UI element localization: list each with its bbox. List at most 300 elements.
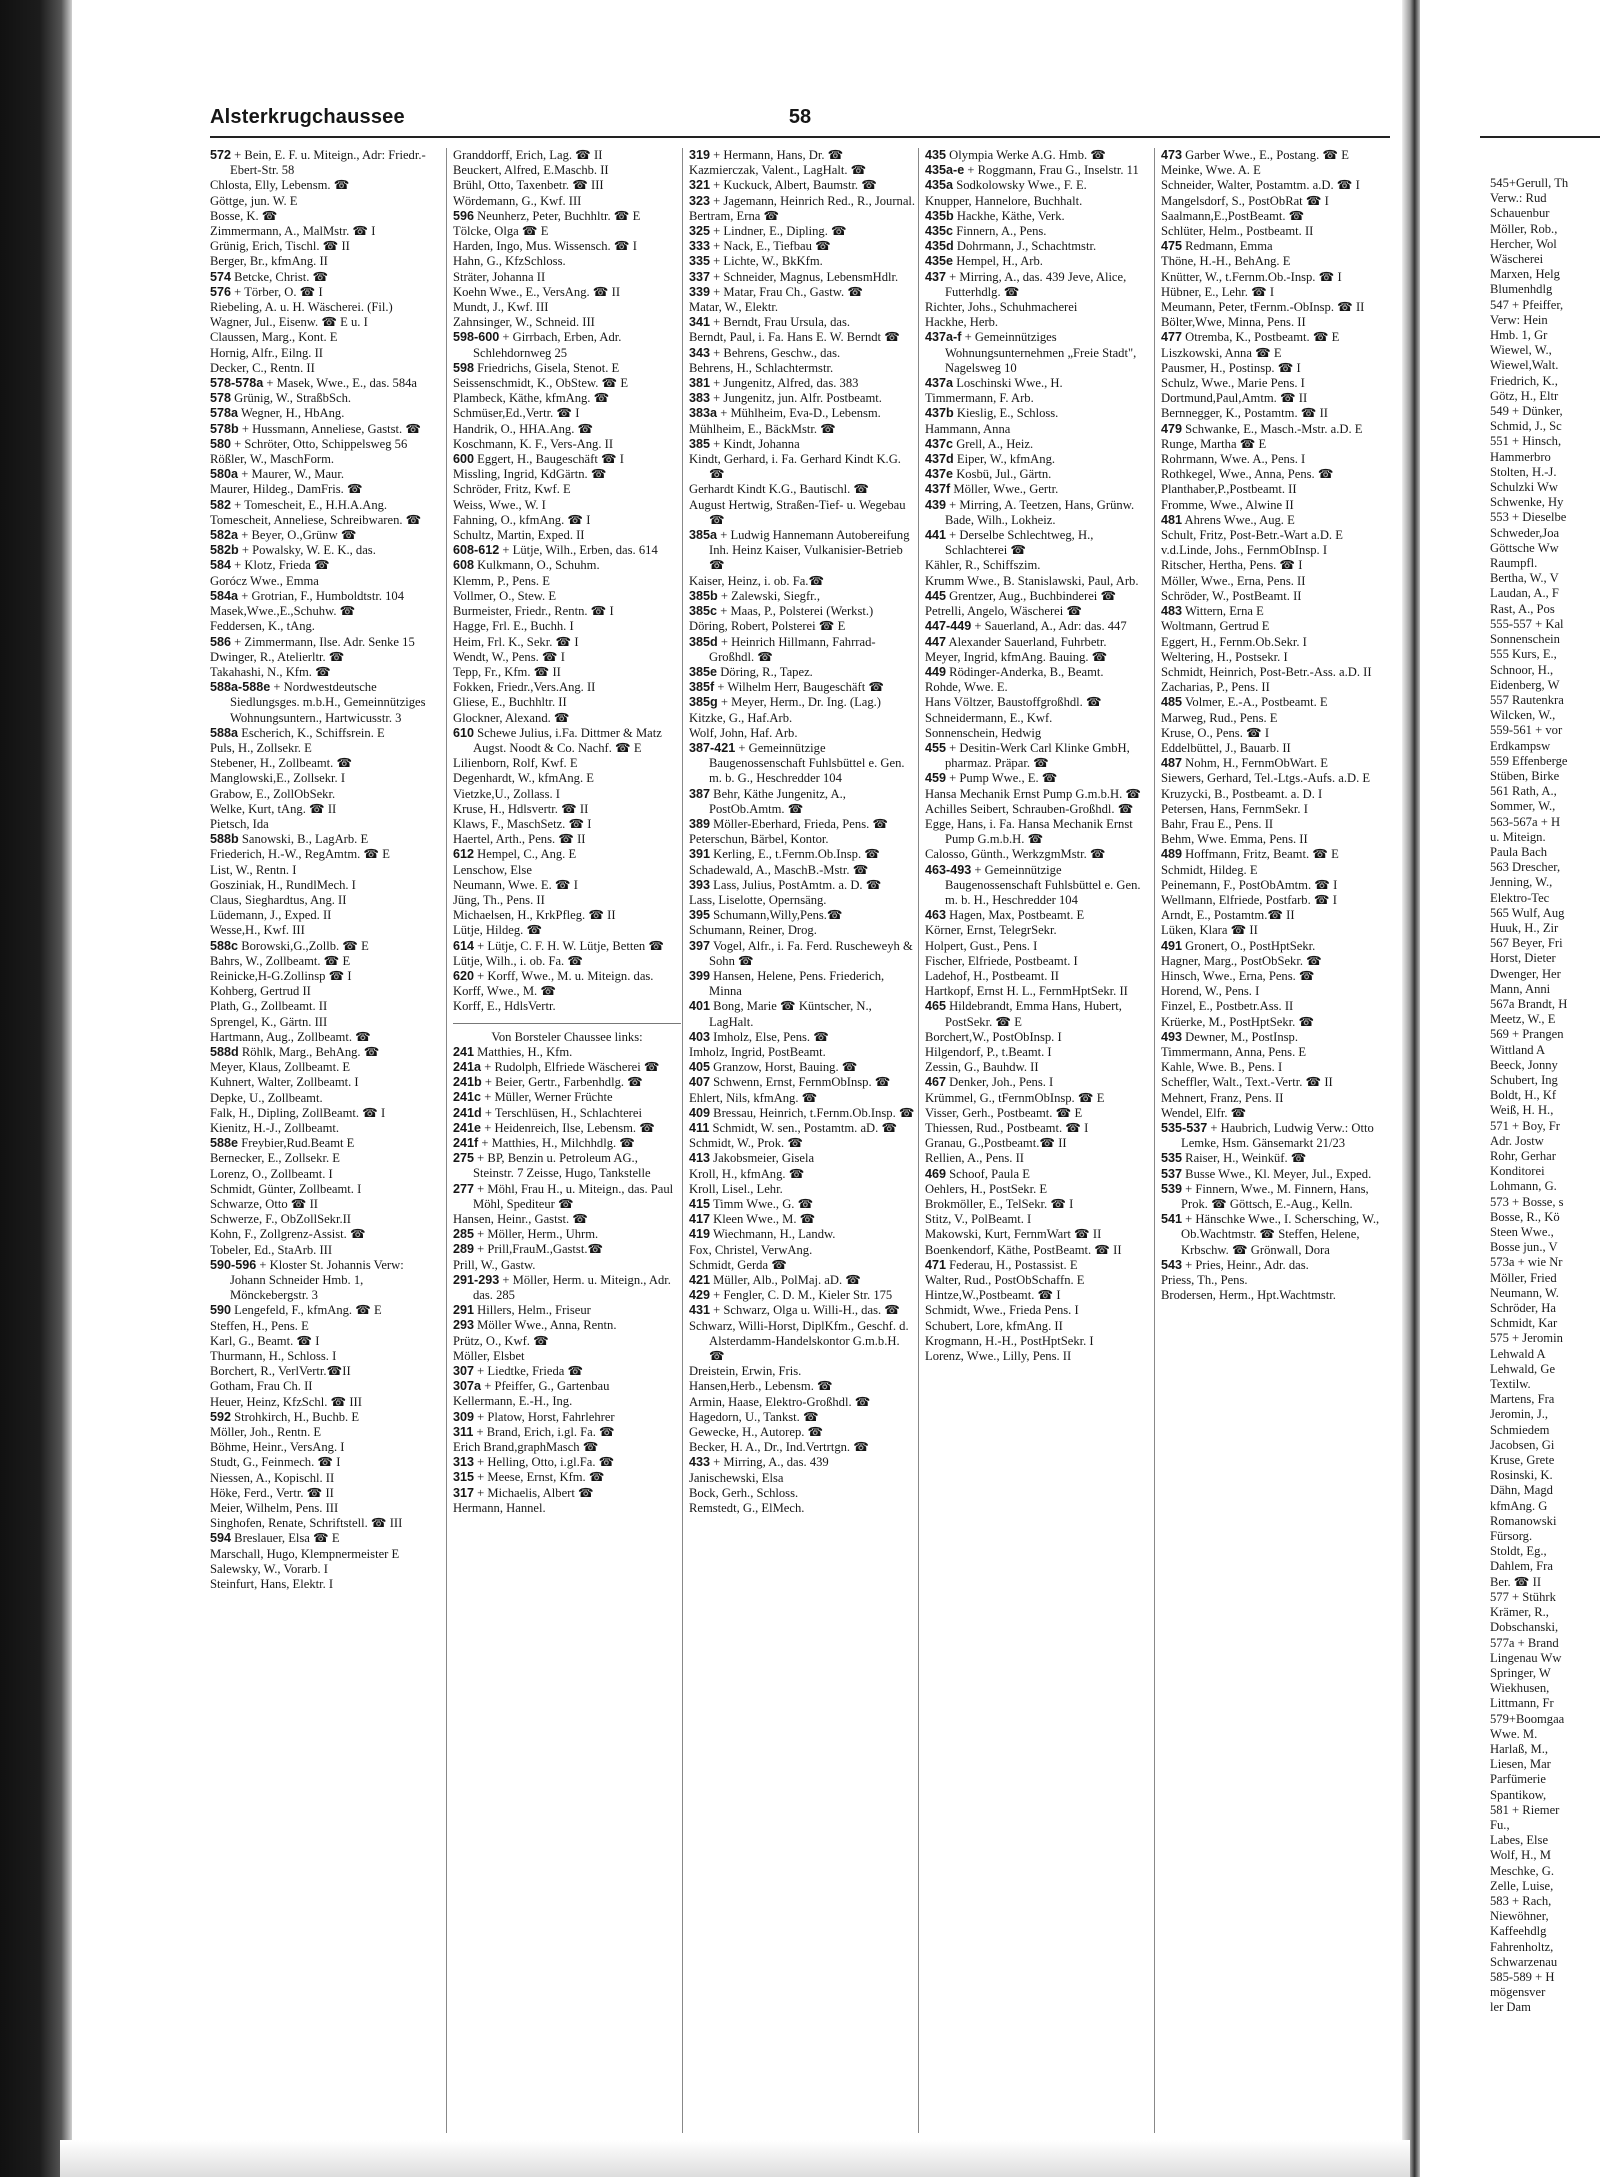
entry-text: Bosse, K. ☎: [210, 208, 278, 223]
directory-entry: [925, 300, 1153, 315]
entry-text: Busse Wwe., Kl. Meyer, Jul., Exped.: [1185, 1166, 1372, 1181]
entry-text: Schwarze, Otto ☎ II: [210, 1197, 319, 1212]
house-number: 341: [689, 315, 711, 330]
directory-entry: [1161, 680, 1389, 695]
entry-text: Krümmel, G., tFernmObInsp. ☎ E: [925, 1090, 1105, 1105]
entry-text: Tepp, Fr., Kfm. ☎ II: [453, 664, 561, 679]
entry-text: Behrens, H., Schlachtermstr.: [689, 360, 834, 375]
entry-text: Rohrmann, Wwe. A., Pens. I: [1161, 452, 1306, 467]
directory-entry: [453, 1045, 681, 1060]
directory-columns: [210, 148, 1390, 2133]
directory-entry: [689, 1212, 917, 1227]
entry-text: Friedrichs, Gisela, Stenot. E: [477, 360, 620, 375]
directory-entry: [689, 1030, 917, 1045]
entry-text: Richter, Johs., Schuhmacherei: [925, 300, 1078, 315]
directory-entry: [210, 178, 438, 193]
directory-entry: [1161, 330, 1389, 345]
entry-text: Kroll, Lisel., Lehr.: [689, 1181, 783, 1196]
facing-page-line: Beeck, Jonny: [1490, 1057, 1558, 1072]
directory-entry: [689, 254, 917, 269]
entry-text: Gewecke, H., Autorep. ☎: [689, 1425, 824, 1440]
directory-entry: [1161, 1121, 1389, 1151]
house-number: 311: [453, 1424, 474, 1439]
house-number: 608: [453, 558, 475, 573]
entry-text: Möller, Elsbet: [453, 1348, 525, 1363]
facing-page-line: Dobschanski,: [1490, 1620, 1559, 1635]
entry-text: Krüerke, M., PostHptSekr. ☎: [1161, 1014, 1315, 1029]
entry-text: Hackhe, Herb.: [925, 315, 999, 330]
facing-page-line: Neumann, W.: [1490, 1285, 1559, 1300]
directory-entry: [925, 148, 1153, 163]
facing-page-line: Jenning, W.,: [1490, 875, 1553, 890]
directory-entry: [689, 1121, 917, 1136]
entry-text: Stitz, V., PolBeamt. I: [925, 1212, 1032, 1227]
directory-entry: [689, 832, 917, 847]
entry-text: Meyer, Klaus, Zollbeamt. E: [210, 1060, 351, 1075]
directory-entry: [453, 650, 681, 665]
directory-entry: [689, 1151, 917, 1166]
entry-text: Janischewski, Elsa: [689, 1470, 784, 1485]
directory-entry: [453, 665, 681, 680]
directory-entry: [453, 1106, 681, 1121]
entry-text: Redmann, Emma: [1185, 239, 1273, 254]
directory-entry: [210, 361, 438, 376]
entry-text: Kazmierczak, Valent., LagHalt. ☎: [689, 163, 867, 178]
house-number: 485: [1161, 695, 1183, 710]
entry-text: Rothkegel, Wwe., Anna, Pens. ☎: [1161, 467, 1334, 482]
entry-text: + Möhl, Frau H., u. Miteign., das. Paul Möhl, Spediteur ☎: [473, 1181, 674, 1211]
house-number: 387: [689, 786, 711, 801]
entry-text: Hansen,Herb., Lebensm. ☎: [689, 1379, 833, 1394]
entry-text: Strohkirch, H., Buchb. E: [234, 1409, 360, 1424]
directory-entry: [925, 635, 1153, 650]
entry-text: Thöne, H.-H., BehAng. E: [1161, 254, 1291, 269]
house-number: 471: [925, 1257, 947, 1272]
entry-text: Chlosta, Elly, Lebensm. ☎: [210, 178, 350, 193]
directory-entry: [925, 1045, 1153, 1060]
entry-text: Möller, Wwe., Gertr.: [953, 482, 1059, 497]
entry-text: Hagen, Max, Postbeamt. E: [949, 908, 1085, 923]
directory-entry: [453, 1440, 681, 1455]
facing-page-line: 571 + Boy, Fr: [1490, 1118, 1560, 1133]
directory-entry: [689, 1425, 917, 1440]
entry-text: Dreistein, Erwin, Fris.: [689, 1364, 802, 1379]
entry-text: Volmer, E.-A., Postbeamt. E: [1184, 695, 1328, 710]
directory-entry: [925, 1106, 1153, 1121]
entry-text: + Rudolph, Elfriede Wäscherei ☎: [484, 1059, 660, 1074]
directory-entry: [210, 1349, 438, 1364]
house-number: 403: [689, 1029, 711, 1044]
entry-text: Kohberg, Gertrud II: [210, 984, 311, 999]
directory-entry: [210, 528, 438, 543]
entry-text: Hagedorn, U., Tankst. ☎: [689, 1409, 819, 1424]
house-number: 608-612: [453, 543, 500, 558]
directory-entry: [453, 1060, 681, 1075]
facing-page-line: Wiewel,Walt.: [1490, 358, 1559, 373]
entry-text: + Kloster St. Johannis Verw: Johann Schneider Hmb. 1, Mönckebergstr. 3: [230, 1257, 404, 1303]
entry-text: Bernecker, E., Zollsekr. E: [210, 1151, 340, 1166]
house-number: 385c: [689, 604, 718, 619]
entry-text: + Nordwestdeutsche Siedlungsges. m.b.H., Gemeinnütziges Wohnungsuntern., Hartwicusstr. 3: [230, 680, 426, 725]
directory-entry: [453, 1242, 681, 1257]
entry-text: + Maas, P., Polsterei (Werkst.): [720, 604, 874, 619]
entry-text: Döring, Robert, Polsterei ☎ E: [689, 619, 846, 634]
entry-text: Glockner, Alexand. ☎: [453, 710, 570, 725]
directory-entry: [210, 1091, 438, 1106]
house-number: 467: [925, 1075, 947, 1090]
directory-entry: [689, 695, 917, 710]
directory-entry: [925, 741, 1153, 771]
directory-entry: [1161, 1091, 1389, 1106]
entry-text: + Helling, Otto, i.gl.Fa. ☎: [477, 1455, 615, 1470]
directory-entry: [925, 711, 1153, 726]
directory-entry: [210, 1212, 438, 1227]
facing-page-line: 547 + Pfeiffer,: [1490, 297, 1564, 312]
directory-entry: [1161, 482, 1389, 497]
entry-text: Schneider, Walter, Postamtm. a.D. ☎ I: [1161, 178, 1360, 193]
directory-entry: [1161, 315, 1389, 330]
entry-text: Depke, U., Zollbeamt.: [210, 1090, 323, 1105]
house-number: 588b: [210, 832, 239, 847]
entry-text: Granddorff, Erich, Lag. ☎ II: [453, 148, 603, 162]
entry-text: Decker, C., Rentn. II: [210, 360, 315, 375]
house-number: 241d: [453, 1105, 482, 1120]
entry-text: Schubert, Lore, kfmAng. II: [925, 1318, 1063, 1333]
directory-entry: [689, 847, 917, 862]
entry-text: Lütje, Hildeg. ☎: [453, 923, 543, 938]
entry-text: Koehn Wwe., E., VersAng. ☎ II: [453, 284, 621, 299]
entry-text: + Lütje, Wilh., Erben, das. 614: [502, 543, 658, 558]
directory-entry: [453, 619, 681, 634]
directory-entry: [210, 847, 438, 862]
facing-page-line: 557 Rautenkra: [1490, 692, 1564, 707]
directory-entry: [210, 1151, 438, 1166]
facing-page-line: Lingenau Ww: [1490, 1650, 1562, 1665]
directory-entry: [689, 1273, 917, 1288]
facing-page-line: Stoldt, Eg.,: [1490, 1544, 1547, 1559]
house-number: 475: [1161, 239, 1183, 254]
directory-entry: [689, 437, 917, 452]
directory-entry: [453, 984, 681, 999]
house-number: 600: [453, 452, 475, 467]
entry-text: Eggert, H., Baugeschäft ☎ I: [477, 452, 624, 467]
entry-text: Zessin, G., Bauhdw. II: [925, 1060, 1039, 1075]
house-number: 421: [689, 1273, 711, 1288]
entry-text: Lass, Liselotte, Opernsäng.: [689, 892, 827, 907]
entry-text: Marschall, Hugo, Klempnermeister E: [210, 1546, 400, 1561]
directory-entry: [210, 209, 438, 224]
entry-text: Hempel, H., Arb.: [956, 254, 1043, 269]
directory-entry: [210, 1379, 438, 1394]
entry-text: Schumann, Reiner, Drog.: [689, 923, 817, 938]
directory-entry: [925, 984, 1153, 999]
facing-page-line: 567 Beyer, Fri: [1490, 936, 1563, 951]
house-number: 389: [689, 816, 711, 831]
entry-text: Becker, H. A., Dr., Ind.Vertrtgn. ☎: [689, 1440, 869, 1455]
house-number: 598: [453, 360, 475, 375]
entry-text: + Müller, Werner Früchte: [484, 1090, 613, 1105]
entry-text: + Lichte, W., BkKfm.: [713, 254, 823, 269]
entry-text: + Ludwig Hannemann Autobereifung Inh. Heinz Kaiser, Vulkanisier-Betrieb ☎: [709, 528, 910, 573]
facing-page-line: Meetz, W., E: [1490, 1012, 1556, 1027]
directory-entry: [210, 270, 438, 285]
directory-entry: [925, 482, 1153, 497]
directory-entry: [689, 923, 917, 938]
directory-entry: [689, 893, 917, 908]
directory-entry: [1161, 1212, 1389, 1258]
entry-text: Calosso, Günth., WerkzgmMstr. ☎: [925, 847, 1106, 862]
directory-entry: [453, 467, 681, 482]
house-number: 325: [689, 224, 711, 239]
entry-text: Gosziniak, H., RundlMech. I: [210, 877, 356, 892]
directory-entry: [1161, 270, 1389, 285]
house-number: 289: [453, 1242, 475, 1257]
facing-page-line: Ber. ☎ II: [1490, 1574, 1542, 1589]
entry-text: + Mirring, A., das. 439: [713, 1455, 829, 1470]
facing-page-line: Spantikow,: [1490, 1787, 1547, 1802]
entry-text: Schadewald, A., MaschB.-Mstr. ☎: [689, 862, 869, 877]
entry-text: Brühl, Otto, Taxenbetr. ☎ III: [453, 178, 604, 193]
directory-entry: [210, 1486, 438, 1501]
directory-entry: [210, 285, 438, 300]
entry-text: Schultz, Martin, Exped. II: [453, 528, 585, 543]
directory-entry: [453, 1470, 681, 1485]
directory-entry: [210, 1516, 438, 1531]
directory-entry: [210, 893, 438, 908]
facing-page-line: 555-557 + Kal: [1490, 616, 1564, 631]
facing-page-line: 585-589 + H: [1490, 1969, 1555, 1984]
house-number: 481: [1161, 512, 1183, 527]
entry-text: Seissenschmidt, K., ObStew. ☎ E: [453, 376, 629, 391]
directory-entry: [925, 1136, 1153, 1151]
entry-text: Raiser, H., Weinküf. ☎: [1185, 1151, 1307, 1166]
entry-text: + Wilhelm Herr, Baugeschäft ☎: [717, 680, 885, 695]
entry-text: + Hänschke Wwe., I. Schersching, W., Ob.Wachtmstr. ☎ Steffen, Helene, Krbschw. ☎ Grönwall, Dora: [1181, 1212, 1380, 1257]
directory-entry: [925, 1060, 1153, 1075]
facing-page-line: Mann, Anni: [1490, 981, 1551, 996]
house-number: 241a: [453, 1059, 482, 1074]
directory-entry: [453, 1410, 681, 1425]
directory-entry: [689, 148, 917, 163]
directory-entry: [210, 756, 438, 771]
directory-entry: [925, 270, 1153, 300]
directory-entry: [1161, 163, 1389, 178]
page-bottom-shade: [60, 2140, 1410, 2177]
entry-text: + Möller, Herm. u. Miteign., Adr. das. 285: [473, 1272, 671, 1303]
directory-entry: [689, 1395, 917, 1410]
directory-entry: [210, 863, 438, 878]
facing-page-line: Konditorei: [1490, 1164, 1545, 1179]
directory-entry: [925, 1075, 1153, 1090]
directory-entry: [453, 711, 681, 726]
house-number: 590: [210, 1303, 232, 1318]
house-number: 465: [925, 999, 947, 1014]
entry-text: Lütje, Wilh., i. ob. Fa. ☎: [453, 953, 584, 968]
directory-entry: [453, 939, 681, 954]
entry-text: Salewsky, W., Vorarb. I: [210, 1561, 329, 1576]
directory-entry: [925, 619, 1153, 634]
directory-entry: [925, 574, 1153, 589]
directory-entry: [689, 817, 917, 832]
entry-text: Takahashi, N., Kfm. ☎: [210, 664, 331, 679]
facing-page-line: Labes, Else: [1490, 1833, 1549, 1848]
directory-entry: [453, 1394, 681, 1409]
house-number: 435: [925, 148, 947, 162]
directory-entry: [689, 1303, 917, 1318]
facing-page-line: Bosse, R., Kö: [1490, 1209, 1560, 1224]
entry-text: + Meyer, Herm., Dr. Ing. (Lag.): [720, 695, 881, 710]
house-number: 463-493: [925, 862, 972, 877]
house-number: 590-596: [210, 1257, 257, 1272]
house-number: 383a: [689, 406, 718, 421]
entry-text: Timmermann, F. Arb.: [925, 391, 1034, 406]
directory-entry: [453, 954, 681, 969]
entry-text: Friederich, H.-W., RegAmtm. ☎ E: [210, 847, 390, 862]
facing-page-line: Göttsche Ww: [1490, 540, 1559, 555]
house-number: 333: [689, 239, 711, 254]
directory-entry: [453, 604, 681, 619]
house-number: 489: [1161, 847, 1183, 862]
entry-text: Achilles Seibert, Schrauben-Großhdl. ☎: [925, 801, 1134, 816]
entry-text: Lüken, Klara ☎ II: [1161, 923, 1258, 938]
entry-text: Ritscher, Hertha, Pens. ☎ I: [1161, 558, 1303, 573]
house-number: 578b: [210, 421, 239, 436]
entry-text: Klaws, F., MaschSetz. ☎ I: [453, 816, 592, 831]
directory-entry: [689, 635, 917, 665]
directory-entry: [925, 589, 1153, 604]
entry-text: Brodersen, Herm., Hpt.Wachtmstr.: [1161, 1288, 1336, 1303]
entry-text: Mühlheim, E., BäckMstr. ☎: [689, 421, 836, 436]
facing-page-line: Elektro-Tec: [1490, 890, 1550, 905]
directory-entry: [1161, 528, 1389, 543]
house-number: 586: [210, 634, 232, 649]
directory-entry: [925, 239, 1153, 254]
directory-entry: [1161, 1182, 1389, 1212]
entry-text: Welke, Kurt, tAng. ☎ II: [210, 801, 337, 816]
facing-page-line: 551 + Hinsch,: [1490, 434, 1562, 449]
entry-text: + Beyer, O.,Grünw ☎: [241, 528, 357, 543]
directory-entry: [925, 863, 1153, 909]
facing-page-line: Schulzki Ww: [1490, 480, 1558, 495]
entry-text: Timm Wwe., G. ☎: [712, 1197, 814, 1212]
directory-entry: [210, 1106, 438, 1121]
house-number: 387-421: [689, 740, 736, 755]
house-number: 417: [689, 1212, 711, 1227]
directory-entry: [453, 999, 681, 1014]
directory-entry: [1161, 346, 1389, 361]
house-number: 385a: [689, 528, 718, 543]
house-number: 435e: [925, 254, 954, 269]
facing-page-line: Romanowski: [1490, 1513, 1557, 1528]
house-number: 437a: [925, 376, 954, 391]
entry-text: Marweg, Rud., Pens. E: [1161, 710, 1278, 725]
entry-text: + Pries, Heinr., Adr. das.: [1185, 1257, 1309, 1272]
facing-page-line: Jacobsen, Gi: [1490, 1437, 1555, 1452]
facing-page-line: Wiewel, W.,: [1490, 343, 1552, 358]
directory-entry: [1161, 787, 1389, 802]
directory-entry: [1161, 1015, 1389, 1030]
entry-text: Lilienborn, Rolf, Kwf. E: [453, 756, 578, 771]
directory-entry: [453, 574, 681, 589]
directory-entry: [210, 726, 438, 741]
directory-entry: [210, 148, 438, 178]
house-number: 572: [210, 148, 232, 162]
entry-text: Priess, Th., Pens.: [1161, 1273, 1248, 1288]
directory-entry: [689, 1075, 917, 1090]
entry-text: Hempel, C., Ang. E: [477, 847, 577, 862]
entry-text: Körner, Ernst, TelegrSekr.: [925, 923, 1057, 938]
entry-text: + Zalewski, Siegfr.,: [720, 588, 820, 603]
house-number: 385e: [689, 664, 718, 679]
directory-entry: [689, 1243, 917, 1258]
house-number: 429: [689, 1288, 711, 1303]
entry-text: Wittern, Erna E: [1184, 604, 1264, 619]
entry-text: Horend, W., Pens. I: [1161, 984, 1260, 999]
entry-text: Borchert, R., VerlVertr.☎II: [210, 1364, 351, 1379]
directory-entry: [210, 1501, 438, 1516]
entry-text: + Bein, E. F. u. Miteign., Adr: Friedr.-Ebert-Str. 58: [230, 148, 426, 178]
entry-text: Burmeister, Friedr., Rentn. ☎ I: [453, 604, 614, 619]
directory-entry: [210, 543, 438, 558]
directory-entry: [453, 802, 681, 817]
directory-entry: [689, 619, 917, 634]
entry-text: Peterschun, Bärbel, Kontor.: [689, 832, 829, 847]
entry-text: Zahnsinger, W., Schneid. III: [453, 315, 595, 330]
entry-text: Kosbü, Jul., Gärtn.: [956, 467, 1052, 482]
entry-text: Grabow, E., ZollObSekr.: [210, 786, 336, 801]
entry-text: Schmüser,Ed.,Vertr. ☎ I: [453, 406, 580, 421]
entry-text: + Derselbe Schlechtweg, H., Schlachterei ☎: [945, 528, 1094, 558]
entry-text: Arndt, E., Postamtm.☎ II: [1161, 908, 1295, 923]
entry-text: Hackhe, Käthe, Verk.: [956, 208, 1065, 223]
directory-entry: [210, 741, 438, 756]
facing-page-line: Lehwald, Ge: [1490, 1361, 1556, 1376]
entry-text: Eggert, H., Fernm.Ob.Sekr. I: [1161, 634, 1307, 649]
house-number: 479: [1161, 421, 1183, 436]
directory-entry: [925, 954, 1153, 969]
house-number: 385: [689, 436, 711, 451]
facing-page-line: Steen Wwe.,: [1490, 1225, 1554, 1240]
facing-page-line: 569 + Prangen: [1490, 1027, 1564, 1042]
directory-entry: [1161, 1045, 1389, 1060]
directory-entry: [1161, 452, 1389, 467]
directory-entry: [1161, 467, 1389, 482]
directory-entry: [210, 999, 438, 1014]
directory-entry: [210, 1410, 438, 1425]
entry-text: Kerling, E., t.Fernm.Ob.Insp. ☎: [713, 847, 880, 862]
directory-entry: [925, 558, 1153, 573]
facing-page-line: 553 + Dieselbe: [1490, 510, 1567, 525]
entry-text: Haertel, Arth., Pens. ☎ II: [453, 832, 586, 847]
entry-text: Beuckert, Alfred, E.Maschb. II: [453, 163, 609, 178]
facing-page-line: Hercher, Wol: [1490, 236, 1557, 251]
facing-page-line: 559 Effenberge: [1490, 753, 1568, 768]
directory-entry: [453, 543, 681, 558]
directory-entry: [925, 1121, 1153, 1136]
entry-text: Mundt, J., Kwf. III: [453, 300, 549, 315]
entry-text: Runge, Martha ☎ E: [1161, 436, 1267, 451]
entry-text: Meumann, Peter, tFernm.-ObInsp. ☎ II: [1161, 300, 1365, 315]
facing-page-line: Rast, A., Pos: [1490, 601, 1555, 616]
directory-entry: [689, 863, 917, 878]
directory-entry: [925, 680, 1153, 695]
directory-entry: [1161, 984, 1389, 999]
directory-entry: [925, 406, 1153, 421]
entry-text: Schmidt, W. sen., Postamtm. aD. ☎: [712, 1121, 898, 1135]
house-number: 477: [1161, 330, 1183, 345]
entry-text: Behm, Wwe. Emma, Pens. II: [1161, 832, 1308, 847]
entry-text: Schwerze, F., ObZollSekr.II: [210, 1212, 351, 1227]
